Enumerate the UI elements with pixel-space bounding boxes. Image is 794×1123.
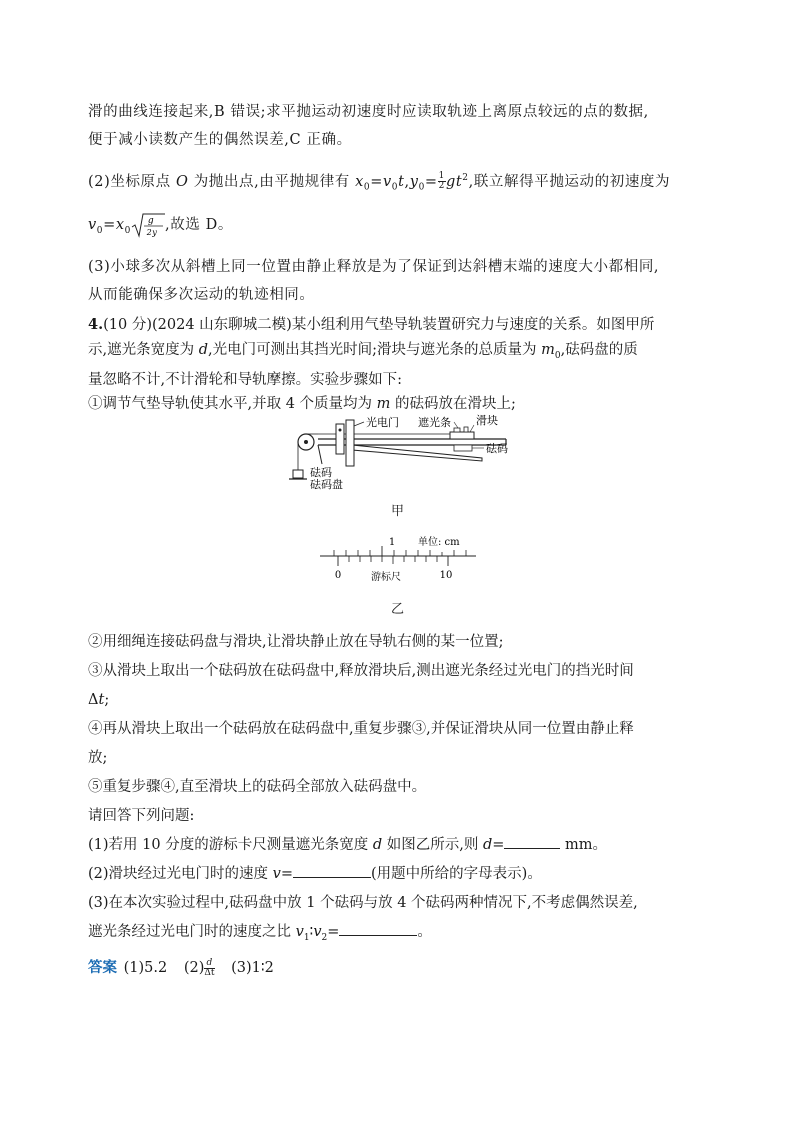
half-fraction: $\frac{1}{2}$ (438, 171, 445, 192)
prev-formula-v0: $v_0=x_0$ g 2y ,故选 D。 (88, 212, 708, 243)
label-weight-pan: 砝码盘 (310, 478, 343, 490)
sqrt-expression (131, 212, 165, 238)
weights-on-slider-icon (454, 445, 472, 451)
label-weight-right: 砝码 (486, 442, 508, 455)
weight-on-pan-icon (293, 470, 303, 478)
label-main-1: 1 (388, 537, 396, 548)
vernier-scale-ticks (338, 556, 448, 566)
sqrt-icon (131, 212, 165, 238)
slider-block-icon (450, 432, 474, 439)
answer-blank-3[interactable] (339, 921, 417, 936)
prev-line-1: 滑的曲线连接起来,B 错误;求平抛运动初速度时应读取轨迹上离原点较远的点的数据, (88, 104, 649, 120)
label-vernier: 游标尺 (371, 572, 401, 583)
svg-text:g: g (147, 216, 155, 226)
prev-part-3: (3)小球多次从斜槽上同一位置由静止释放是为了保证到达斜槽末端的速度大小都相同, 从而能确保多次运动的轨迹相同。 (88, 259, 660, 303)
question-number: 4. (88, 316, 104, 333)
figure-yi-caption: 乙 (391, 602, 405, 617)
prev-part-2: (2)坐标原点 O 为抛出点,由平抛规律有 $x_0=v_0t,y_0=$ $\frac{1}{2}$ $gt^2$,联立解得平抛运动的初速度为 (88, 171, 671, 193)
label-vernier-0: 0 (334, 570, 342, 581)
figure-jia-caption: 甲 (391, 504, 405, 519)
label-unit: 单位: cm (418, 537, 460, 548)
label-weight-left: 砝码 (310, 466, 332, 479)
svg-text:2y: 2y (146, 228, 158, 237)
answer-blank-2[interactable] (293, 863, 371, 878)
answer-fraction: $\frac{d}{\Delta t}$ (204, 957, 215, 978)
answer-blank-1[interactable] (504, 834, 560, 849)
label-photogate: 光电门 (366, 416, 399, 429)
question-4-stem: 4.(10 分)(2024 山东聊城二模)某小组利用气垫导轨装置研究力与速度的关系。如图甲所 示,遮光条宽度为 d,光电门可测出其挡光时间;滑块与遮光条的总质量为 $m_0$,砝码盘的质 量忽略不计,不计滑轮和导轨摩擦。实验步骤如下: ①调节气垫导轨使其水平,并取 4 个质量均为 m 的砝码放在滑块上; (88, 316, 655, 413)
prev-line-2: 便于减小读数产生的偶然误差,C 正确。 (88, 132, 352, 148)
answer-label: 答案 (88, 959, 117, 976)
label-vernier-10: 10 (439, 570, 453, 581)
shading-strip-icon (454, 428, 460, 432)
answer-line: 答案 (1)5.2 (2) $\frac{d}{\Delta t}$ (3)1∶2 (88, 957, 274, 978)
question-4-steps: ②用细绳连接砝码盘与滑块,让滑块静止放在导轨右侧的某一位置; ③从滑块上取出一个砝码放在砝码盘中,释放滑块后,测出遮光条经过光电门的挡光时间 Δt; ④再从滑块上取出一个砝码放在砝码盘中,重复步骤③,并保证滑块从同一位置由静止释 放; ⑤重复步骤④,直至滑块上的砝码全部放入砝码盘中。 请回答下列问题: (1)若用 10 分度的游标卡尺测量遮光条宽度 d 如图乙所示,则 d= mm。 (2)滑块经过光电门时的速度 v= (用题中所给的字母表示)。 (3)在本次实验过程中,砝码盘中放 1 个砝码与放 4 个砝码两种情况下,不考虑偶然误差, 遮光条经过光电门时的速度之比 $v_1∶v_2=$ 。 (88, 634, 638, 943)
figure-jia-air-track (282, 412, 522, 490)
label-slider: 滑块 (476, 414, 498, 427)
label-shading-strip: 遮光条 (418, 416, 451, 429)
figure-yi-vernier (316, 536, 486, 584)
prev-solution-block (88, 100, 708, 152)
